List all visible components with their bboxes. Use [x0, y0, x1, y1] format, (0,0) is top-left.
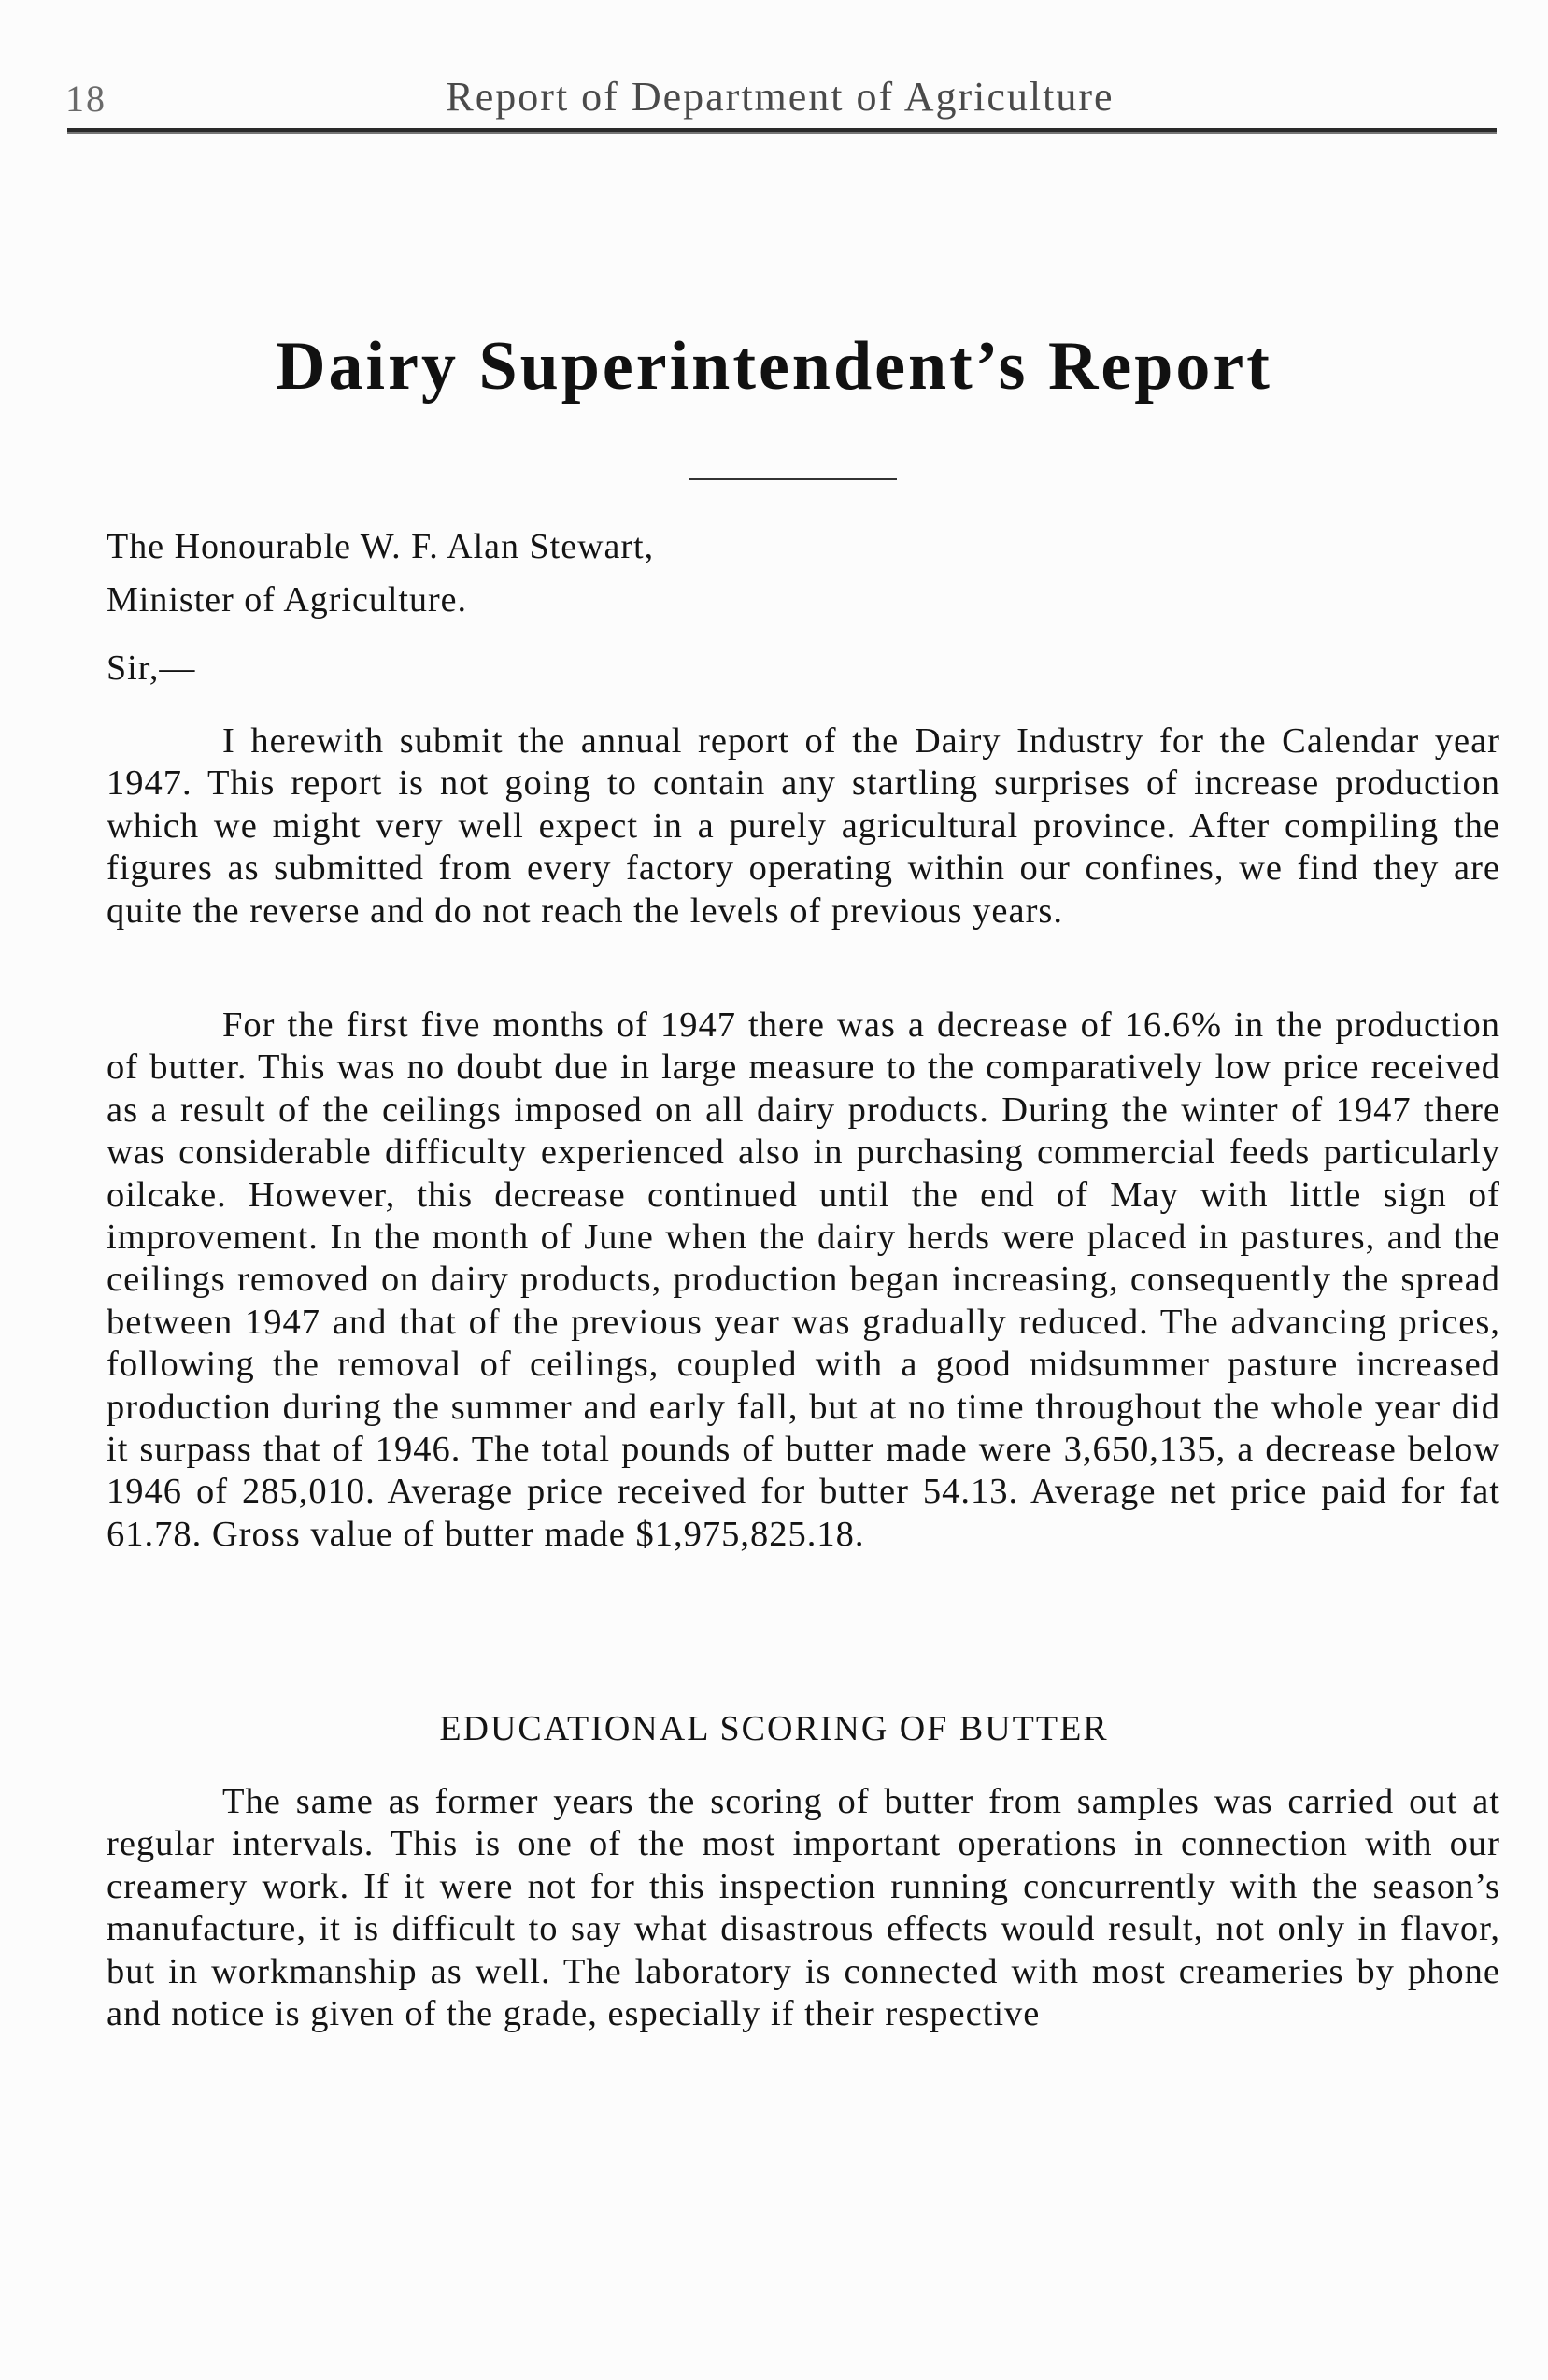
paragraph-text: I herewith submit the annual report of the Dairy Industry for the Calendar year 1947. This report is not going to contain any startling surprises of increase production which we might very well expect in a purely agricultural province. After compiling the figures as submitted from every factory operating within our confines, we find they are quite the reverse and do not reach the levels of previous years. [107, 721, 1500, 931]
running-head-title: Report of Department of Agriculture [446, 74, 1115, 120]
running-head [65, 73, 1495, 125]
salutation: Sir,— [107, 648, 196, 688]
page-number: 18 [65, 78, 107, 120]
body-paragraph-3 [107, 1781, 1500, 2035]
addressee-office: Minister of Agriculture. [107, 580, 467, 620]
paragraph-text: For the first five months of 1947 there was a decrease of 16.6% in the production of butter. This was no doubt due in large measure to the comparatively low price received as a result of the ceilings imposed on all dairy products. During the winter of 1947 there was considerable difficulty experienced also in purchasing commercial feeds particularly oilcake. However, this decrease continued until the end of May with little sign of improvement. In the month of June when the dairy herds were placed in pastures, and the ceilings removed on dairy products, production began increasing, consequently the spread between 1947 and that of the previous year was gradually reduced. The advancing prices, following the removal of ceilings, coupled with a good midsummer pasture increased production during the summer and early fall, but at no time throughout the whole year did it surpass that of 1946. The total pounds of butter made were 3,650,135, a decrease below 1946 of 285,010. Average price received for butter 54.13. Average net price paid for fat 61.78. Gross value of butter made $1,975,825.18. [107, 1005, 1500, 1554]
paragraph-text: The same as former years the scoring of butter from samples was carried out at regular intervals. This is one of the most important operations in connection with our creamery work. If it were not for this inspection running concurrently with the season’s manufacture, it is difficult to say what disastrous effects would result, not only in flavor, but in workmanship as well. The laboratory is connected with most creameries by phone and notice is given of the grade, especially if their respective [107, 1782, 1500, 2034]
body-paragraph-1 [107, 720, 1500, 933]
section-heading: EDUCATIONAL SCORING OF BUTTER [439, 1709, 1109, 1748]
addressee-name: The Honourable W. F. Alan Stewart, [107, 527, 655, 566]
report-title: Dairy Superintendent’s Report [276, 328, 1272, 405]
addressee-block [107, 520, 654, 627]
body-paragraph-2 [107, 1005, 1500, 1556]
header-rule [67, 128, 1497, 134]
title-divider [689, 478, 897, 480]
